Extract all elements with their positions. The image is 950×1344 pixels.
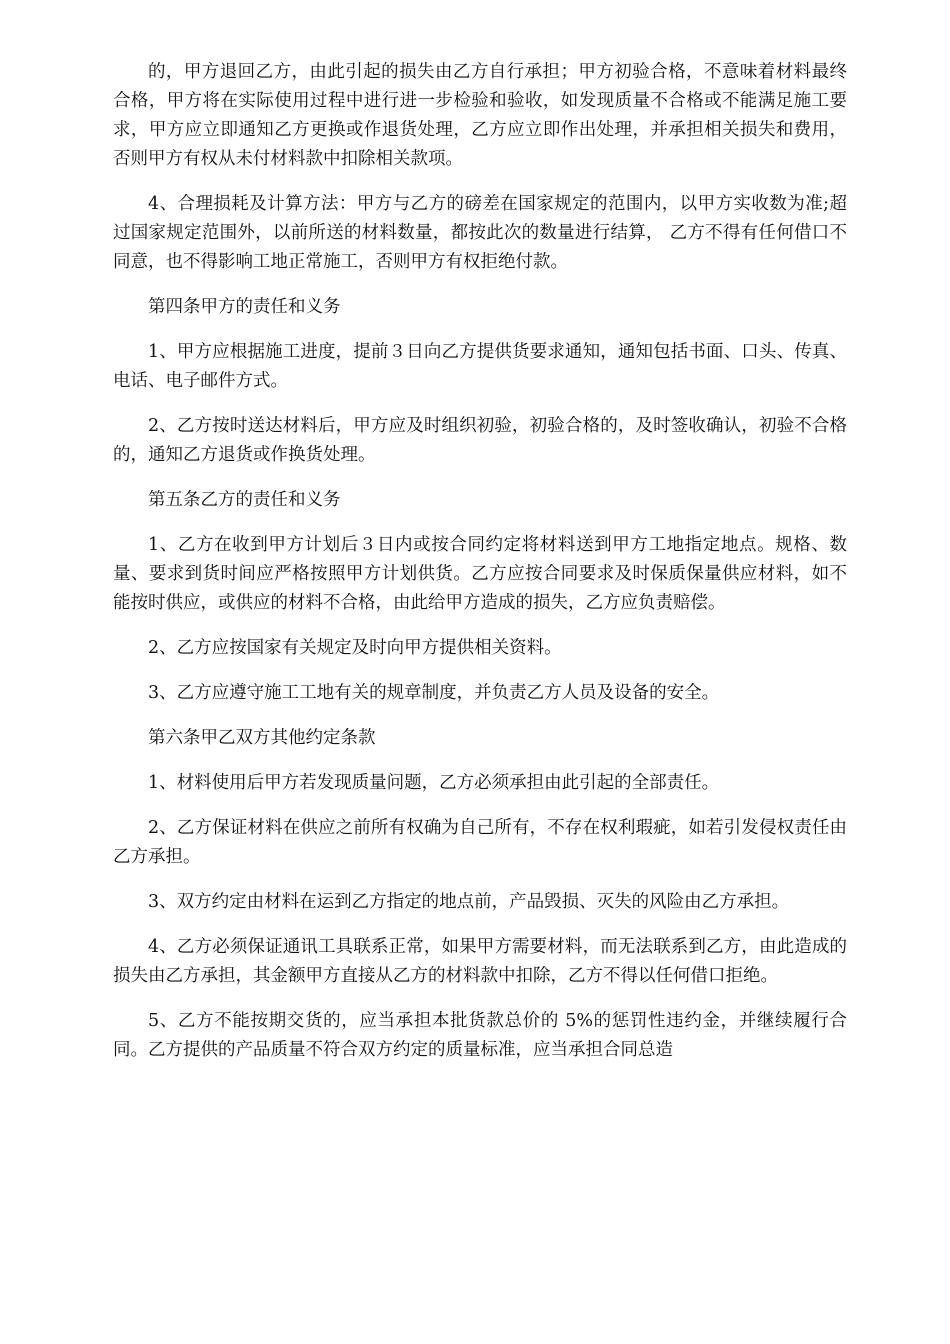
paragraph-article-6-item-4: 4、乙方必须保证通讯工具联系正常，如果甲方需要材料，而无法联系到乙方，由此造成的损失由乙方承担，其金额甲方直接从乙方的材料款中扣除，乙方不得以任何借口拒绝。 xyxy=(113,937,847,986)
paragraph-article-6-item-2: 2、乙方保证材料在供应之前所有权确为自己所有，不存在权利瑕疵，如若引发侵权责任由乙方承担。 xyxy=(113,818,847,867)
section-heading-article-4: 第四条甲方的责任和义务 xyxy=(148,297,341,317)
paragraph-article-5-item-3: 3、乙方应遵守施工工地有关的规章制度，并负责乙方人员及设备的安全。 xyxy=(148,683,720,703)
section-heading-article-6: 第六条甲乙双方其他约定条款 xyxy=(148,728,376,748)
paragraph-clause-4-loss-calculation: 4、合理损耗及计算方法：甲方与乙方的磅差在国家规定的范围内，以甲方实收数为准;超过国家规定范围外，以前所送的材料数量，都按此次的数量进行结算， 乙方不得有任何借口不同意，也不得影响工地正常施工，否则甲方有权拒绝付款。 xyxy=(113,194,847,272)
paragraph-article-6-item-1: 1、材料使用后甲方若发现质量问题，乙方必须承担由此引起的全部责任。 xyxy=(148,773,720,793)
paragraph-article-6-item-5: 5、乙方不能按期交货的，应当承担本批货款总价的 5%的惩罚性违约金，并继续履行合同。乙方提供的产品质量不符合双方约定的质量标准，应当承担合同总造 xyxy=(113,1011,847,1060)
section-heading-article-5: 第五条乙方的责任和义务 xyxy=(148,490,341,510)
paragraph-continuation: 的，甲方退回乙方，由此引起的损失由乙方自行承担；甲方初验合格，不意味着材料最终合格，甲方将在实际使用过程中进行进一步检验和验收，如发现质量不合格或不能满足施工要求，甲方应立即通知乙方更换或作退货处理，乙方应立即作出处理，并承担相关损失和费用，否则甲方有权从未付材料款中扣除相关款项。 xyxy=(113,62,847,169)
document-page xyxy=(113,58,847,1081)
paragraph-article-5-item-2: 2、乙方应按国家有关规定及时向甲方提供相关资料。 xyxy=(148,638,562,658)
paragraph-article-6-item-3: 3、双方约定由材料在运到乙方指定的地点前，产品毁损、灭失的风险由乙方承担。 xyxy=(148,892,790,912)
paragraph-article-4-item-1: 1、甲方应根据施工进度，提前３日向乙方提供货要求通知，通知包括书面、口头、传真、电话、电子邮件方式。 xyxy=(113,342,847,391)
paragraph-article-4-item-2: 2、乙方按时送达材料后，甲方应及时组织初验，初验合格的，及时签收确认，初验不合格的，通知乙方退货或作换货处理。 xyxy=(113,416,847,465)
paragraph-article-5-item-1: 1、乙方在收到甲方计划后３日内或按合同约定将材料送到甲方工地指定地点。规格、数量、要求到货时间应严格按照甲方计划供货。乙方应按合同要求及时保质保量供应材料，如不能按时供应，或供应的材料不合格，由此给甲方造成的损失，乙方应负责赔偿。 xyxy=(113,535,847,613)
